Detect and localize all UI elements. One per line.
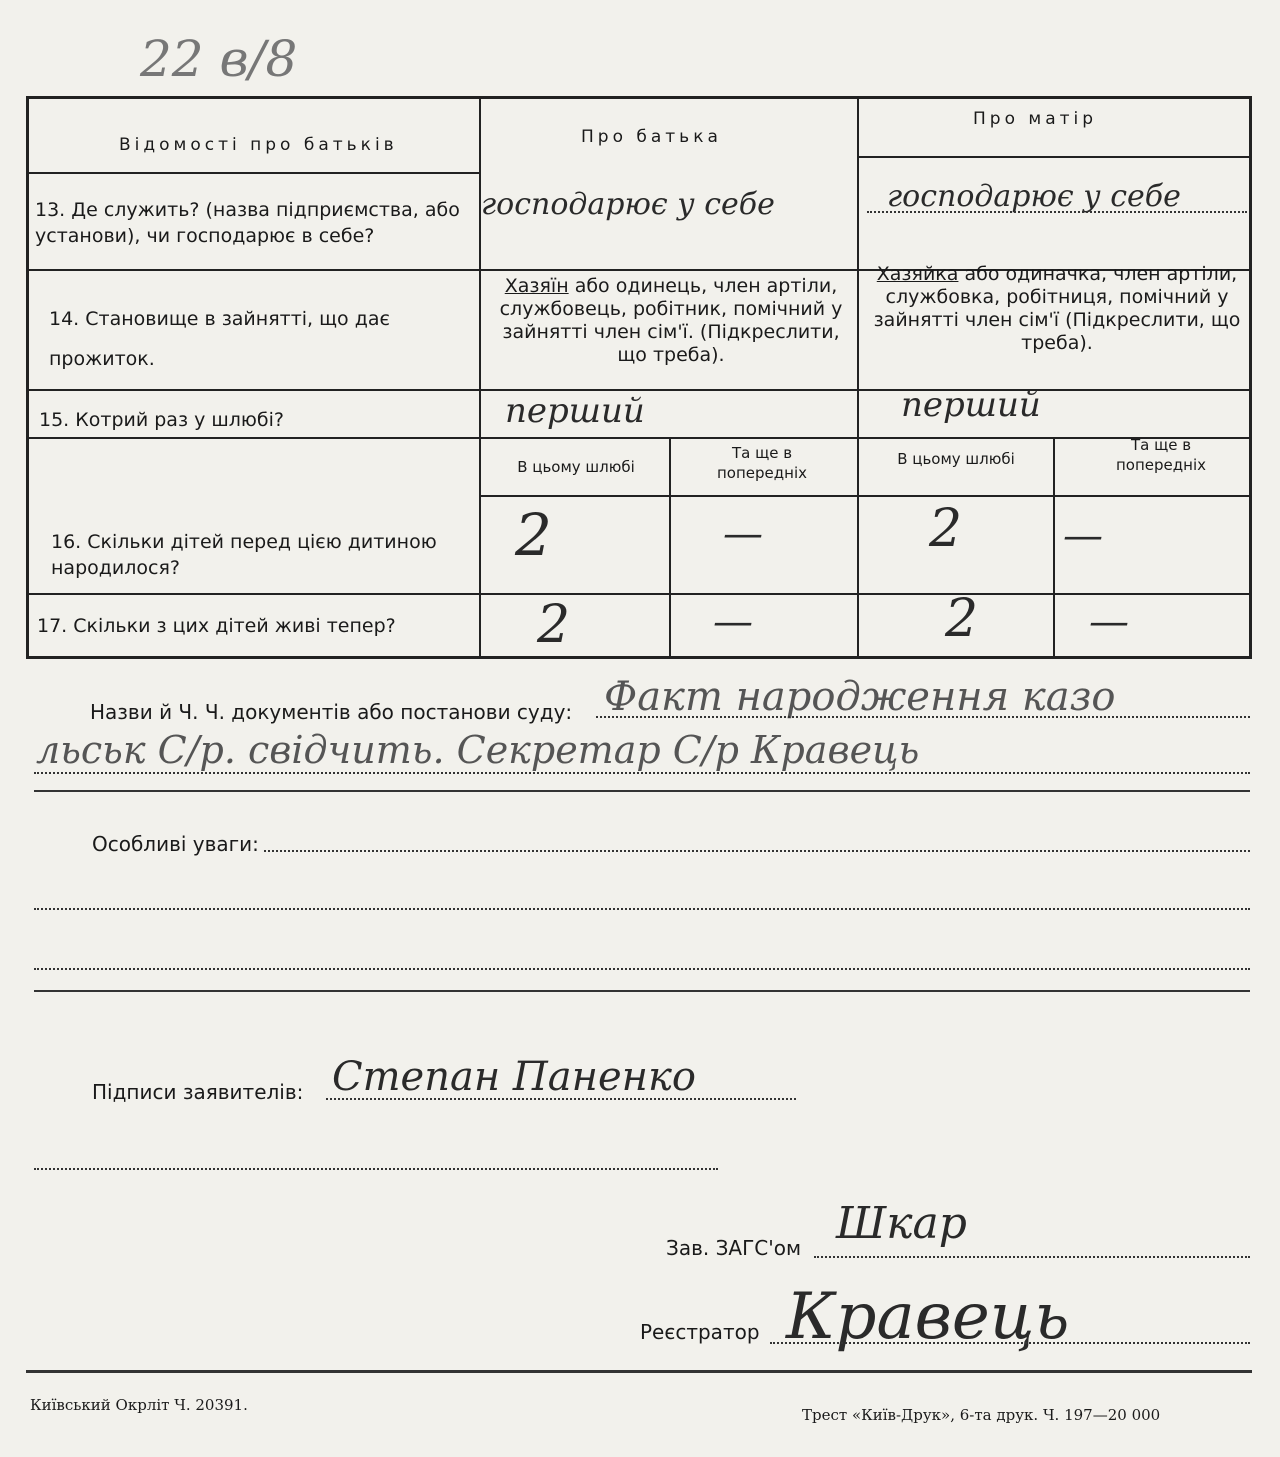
mother-options-text: або одиначка, член артіли, службовка, робітниця, помічний у зайнятті член сім'ї (Підкреслити, що треба).	[873, 263, 1241, 354]
father-answer-13: господарює у себе	[481, 187, 775, 222]
father-children-this-17: 2	[537, 595, 571, 655]
mother-children-prev-16: —	[1063, 513, 1103, 559]
applicant-signature: Степан Паненко	[332, 1054, 696, 1100]
header-about-mother: Про матір	[973, 109, 1098, 129]
zags-head-signature: Шкар	[836, 1198, 967, 1249]
header-about-father: Про батька	[581, 127, 722, 147]
documents-line-1: Факт народження казо	[604, 674, 1116, 720]
top-handwritten-note: 22 в/8	[140, 30, 298, 88]
mother-option-owner: Хазяйка	[876, 263, 959, 285]
father-option-owner: Хазяїн	[504, 275, 569, 297]
father-children-this-16: 2	[515, 501, 552, 569]
question-14	[49, 299, 469, 379]
father-subheader-this-marriage: В цьому шлюбі	[517, 458, 635, 476]
mother-answer-13: господарює у себе	[887, 179, 1181, 214]
header-parents-info: Відомості про батьків	[119, 135, 398, 155]
question-15: 15. Котрий раз у шлюбі?	[39, 409, 284, 431]
father-occupation-options	[491, 275, 851, 367]
mother-subheader-previous: Та ще в попередніх	[1116, 436, 1206, 474]
mother-children-this-17: 2	[945, 589, 979, 649]
mother-children-prev-17: —	[1089, 599, 1129, 645]
question-13: 13. Де служить? (назва підприємства, або установи), чи господарює в себе?	[35, 199, 460, 247]
mother-subheader-this-marriage: В цьому шлюбі	[897, 450, 1015, 468]
mother-occupation-options	[867, 263, 1247, 355]
father-children-prev-16: —	[723, 511, 763, 557]
documents-label: Назви й Ч. Ч. документів або постанови суду:	[90, 700, 573, 724]
zags-head-label: Зав. ЗАГС'ом	[666, 1236, 802, 1260]
parents-info-table	[26, 96, 1252, 659]
remarks-label: Особливі уваги:	[92, 832, 259, 856]
question-17: 17. Скільки з цих дітей живі тепер?	[37, 615, 396, 637]
father-options-text: або одинець, член артіли, службовець, робітник, помічний у зайнятті член сім'ї. (Підкреслити, що треба).	[499, 275, 843, 366]
registrar-label: Реєстратор	[640, 1320, 760, 1344]
question-16: 16. Скільки дітей перед цією дитиною народилося?	[51, 531, 437, 579]
father-answer-15: перший	[505, 391, 645, 431]
father-subheader-previous: Та ще в попередніх	[717, 444, 807, 482]
question-14-text: 14. Становище в зайнятті, що дає прожиток.	[49, 308, 390, 370]
documents-line-2: льськ С/р. свідчить. Секретар С/р Кравець	[36, 728, 920, 772]
mother-children-this-16: 2	[929, 499, 963, 559]
mother-answer-15: перший	[901, 385, 1041, 425]
applicants-signature-label: Підписи заявителів:	[92, 1080, 304, 1104]
footer-left-imprint: Київський Окрліт Ч. 20391.	[30, 1396, 248, 1414]
registrar-signature: Кравець	[786, 1280, 1070, 1354]
father-children-prev-17: —	[713, 599, 753, 645]
footer-right-imprint: Трест «Київ-Друк», 6-та друк. Ч. 197—20 000	[802, 1406, 1161, 1424]
